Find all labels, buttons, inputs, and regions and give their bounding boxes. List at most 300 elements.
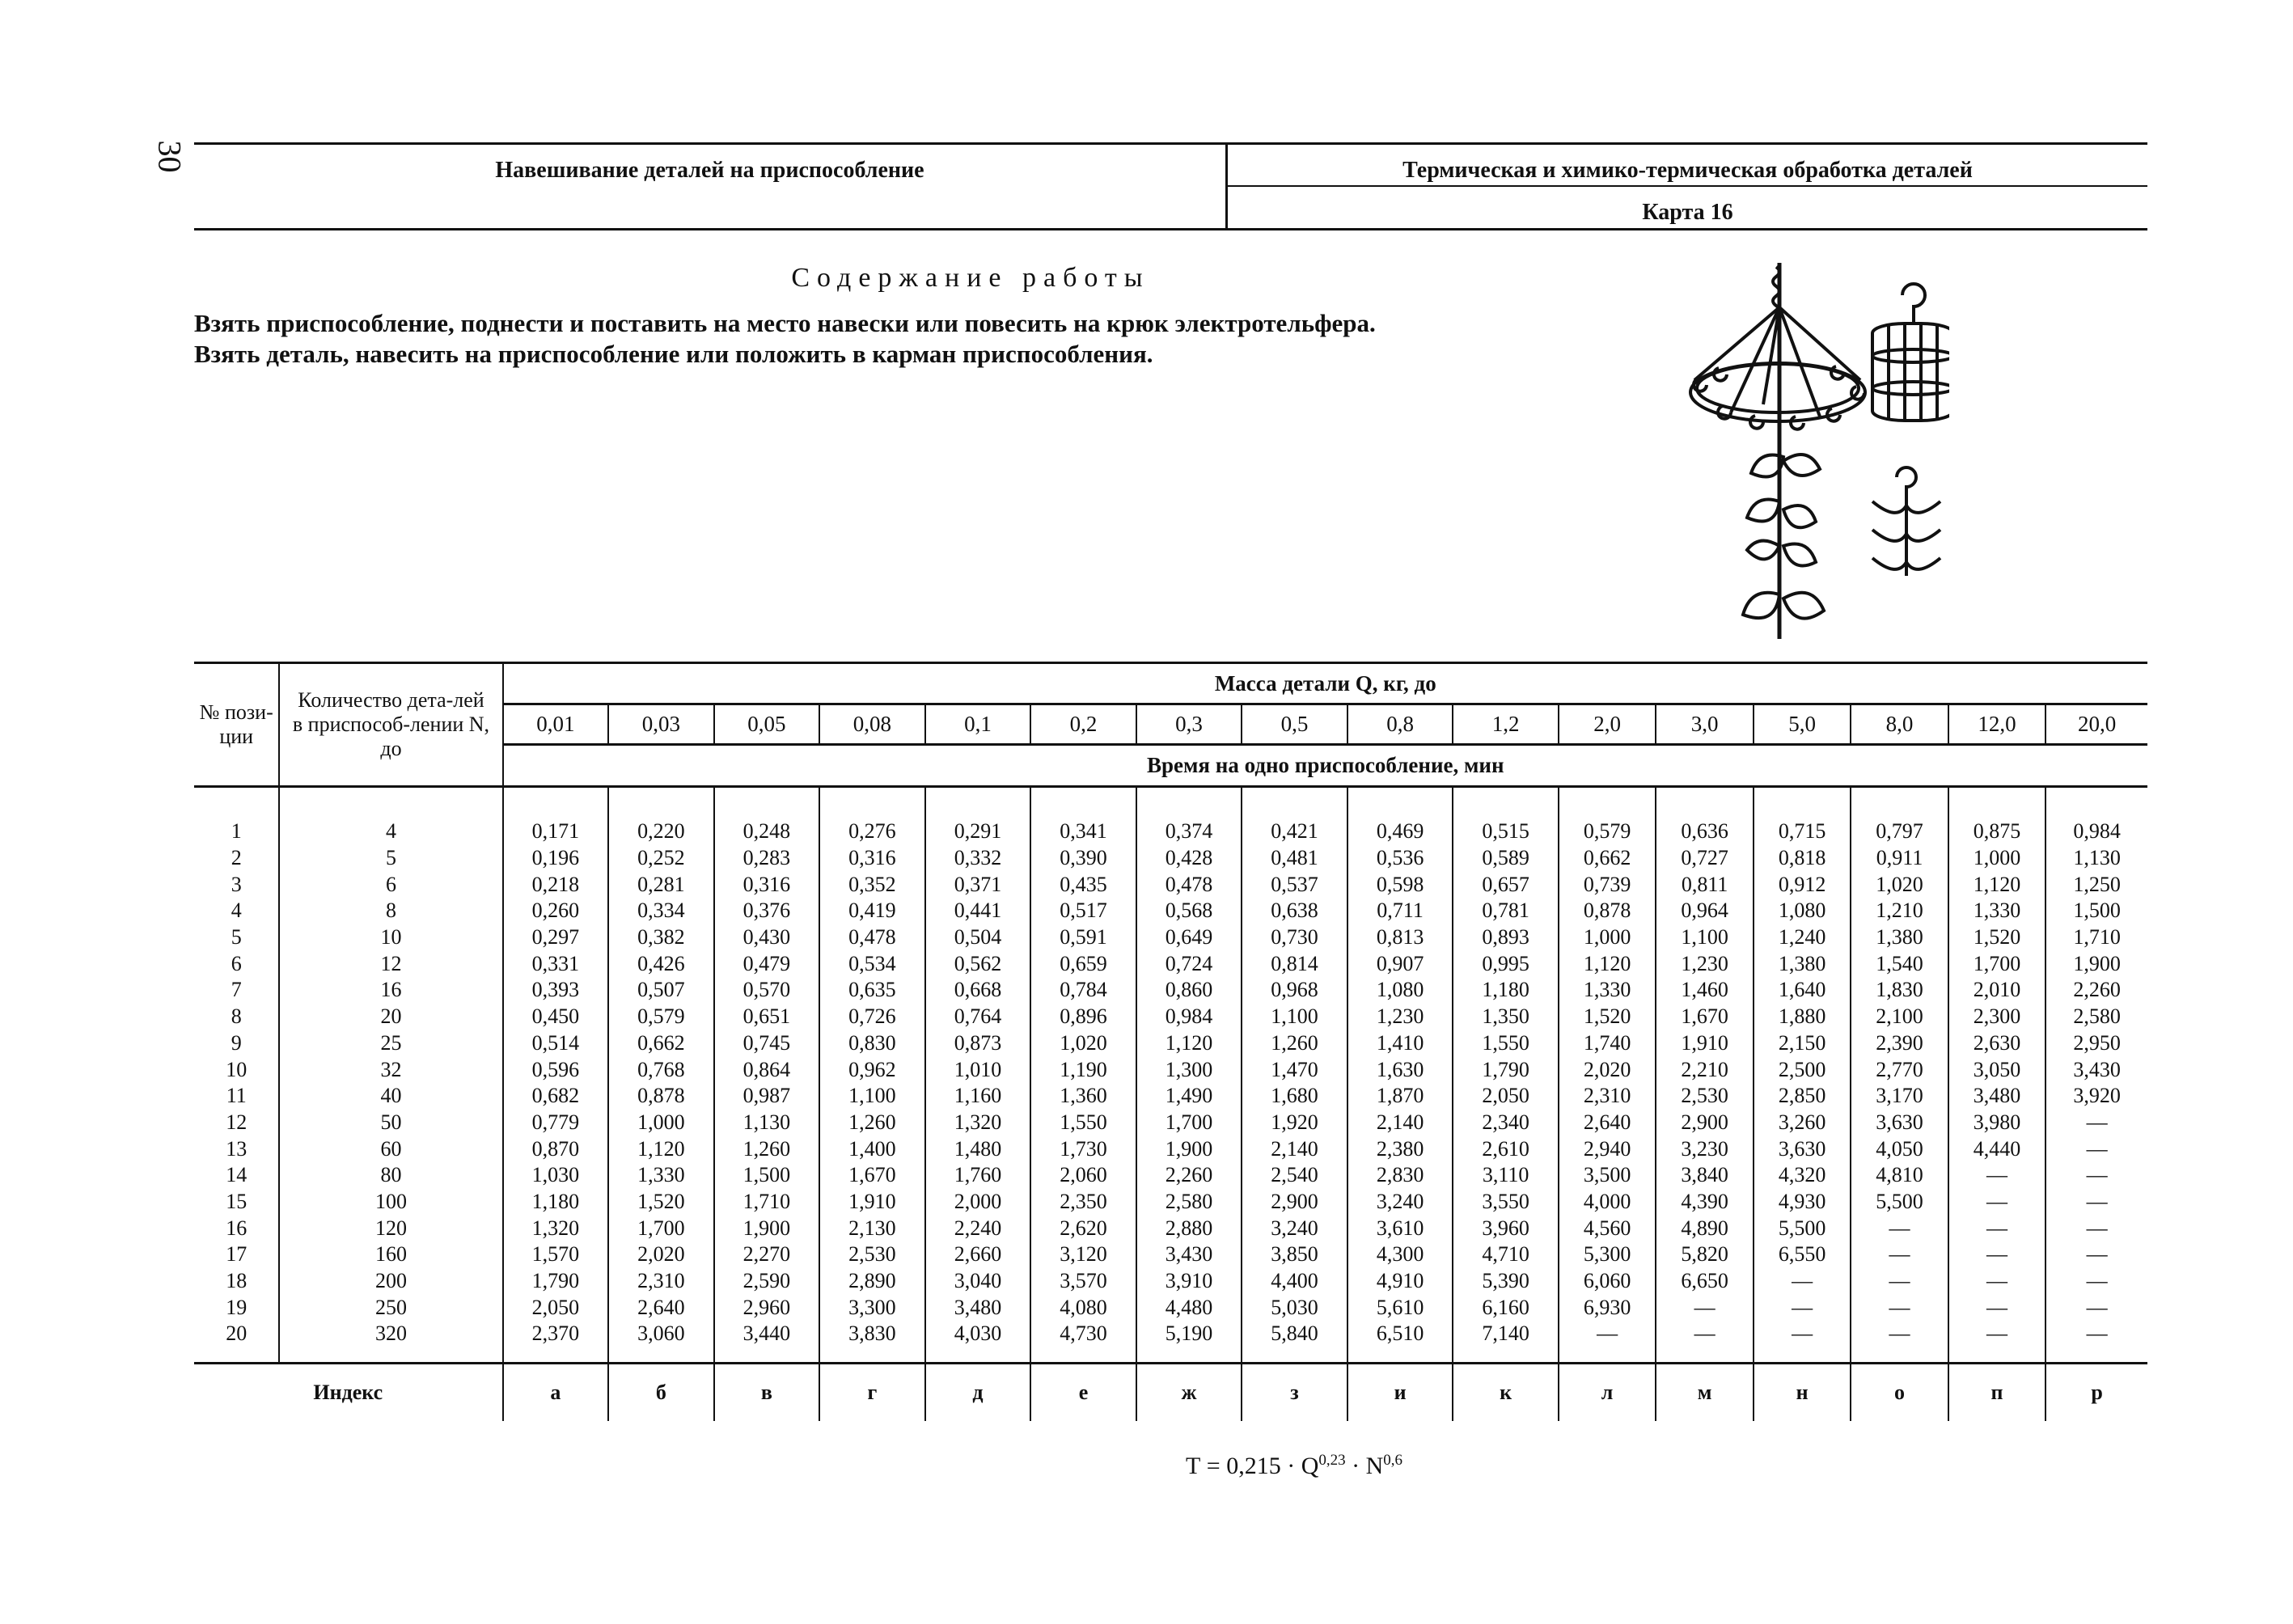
detail-count: 20 [279,1004,502,1030]
position-number: 7 [194,977,279,1004]
time-value: 6,550 [1754,1241,1851,1268]
index-value: к [1453,1363,1559,1421]
time-value: 4,390 [1656,1189,1753,1216]
time-value: 1,500 [714,1162,820,1189]
position-number: 5 [194,924,279,951]
time-value: 2,960 [714,1294,820,1321]
time-value: 0,912 [1754,871,1851,898]
time-value: 0,730 [1242,924,1347,951]
time-value: 1,740 [1559,1030,1656,1057]
time-value: — [1851,1241,1948,1268]
time-value: 1,700 [1948,950,2046,977]
time-value: 4,930 [1754,1189,1851,1216]
time-value: 0,911 [1851,845,1948,872]
time-value: 0,479 [714,950,820,977]
time-value: 1,230 [1656,950,1753,977]
mass-value-header: 2,0 [1559,704,1656,745]
table-row [194,1083,2147,1110]
time-value: 4,320 [1754,1162,1851,1189]
time-value: 1,320 [531,1216,580,1240]
time-value: 2,370 [531,1322,580,1346]
time-value: 2,150 [1754,1030,1851,1057]
table-row [194,1004,2147,1030]
detail-count: 16 [279,977,502,1004]
position-number: 20 [194,1321,279,1363]
work-line-2: Взять деталь, навесить на приспособление или положить в карман приспособления. [194,340,1153,368]
time-value: 5,390 [1453,1268,1559,1295]
mass-value-header: 0,1 [925,704,1031,745]
time-value: 2,940 [1559,1136,1656,1162]
mass-value-header: 0,03 [608,704,714,745]
time-value: 0,332 [925,845,1031,872]
position-number: 12 [194,1110,279,1136]
time-value: 3,480 [1948,1083,2046,1110]
time-value: 0,830 [819,1030,925,1057]
time-value: 0,726 [819,1004,925,1030]
time-value: 2,310 [1559,1083,1656,1110]
table-row [194,1056,2147,1083]
time-value: — [1754,1294,1851,1321]
time-value: 3,260 [1754,1110,1851,1136]
index-value: о [1851,1363,1948,1421]
time-value: 0,430 [714,924,820,951]
time-value: 1,120 [1948,871,2046,898]
time-value: 1,550 [1030,1110,1136,1136]
time-value: 5,840 [1242,1321,1347,1363]
time-value: 0,171 [531,819,580,844]
time-value: 1,900 [2046,950,2147,977]
time-value: 1,260 [714,1136,820,1162]
table-row [194,1241,2147,1268]
mass-value-header: 0,05 [714,704,820,745]
position-number: 1 [194,787,279,845]
time-value: 4,080 [1030,1294,1136,1321]
time-value: 0,638 [1242,898,1347,924]
time-value: 0,196 [531,846,580,870]
time-value: 2,260 [1136,1162,1242,1189]
time-value: 0,649 [1136,924,1242,951]
index-value: г [819,1363,925,1421]
time-value: — [2046,1294,2147,1321]
time-value: 2,890 [819,1268,925,1295]
time-value: 3,480 [925,1294,1031,1321]
index-row [194,1363,2147,1421]
time-value: 2,830 [1347,1162,1453,1189]
time-value: 2,210 [1656,1056,1753,1083]
time-value: 0,818 [1754,845,1851,872]
detail-count: 10 [279,924,502,951]
header-top-rule [194,142,2147,145]
time-value: 2,850 [1754,1083,1851,1110]
time-value: 0,987 [714,1083,820,1110]
time-value: 3,170 [1851,1083,1948,1110]
time-value: — [1754,1268,1851,1295]
time-value: 0,341 [1030,787,1136,845]
time-value: 3,610 [1347,1215,1453,1241]
time-value: 3,570 [1030,1268,1136,1295]
time-value: 0,962 [819,1056,925,1083]
time-value: 4,710 [1453,1241,1559,1268]
time-value: 0,316 [714,871,820,898]
time-value: 0,426 [608,950,714,977]
time-value: 0,745 [714,1030,820,1057]
time-value: 0,514 [531,1030,580,1055]
table-row [194,1110,2147,1136]
time-value: 0,878 [608,1083,714,1110]
formula-exp-n: 0,6 [1383,1452,1403,1469]
time-value: 0,764 [925,1004,1031,1030]
time-value: 0,393 [531,978,580,1002]
detail-count: 100 [279,1189,502,1216]
time-value: 2,050 [531,1295,580,1319]
time-value: — [2046,1268,2147,1295]
time-value: 2,140 [1242,1136,1347,1162]
table-row [194,924,2147,951]
time-value: 1,320 [925,1110,1031,1136]
mass-value-header: 0,8 [1347,704,1453,745]
time-value: 5,190 [1136,1321,1242,1363]
time-value: 2,660 [925,1241,1031,1268]
time-value: 0,537 [1242,871,1347,898]
time-value: 0,478 [819,924,925,951]
time-value: 1,100 [819,1083,925,1110]
time-value: 1,790 [1453,1056,1559,1083]
mass-value-header: 8,0 [1851,704,1948,745]
time-value: 2,300 [1948,1004,2046,1030]
time-value: 3,430 [1136,1241,1242,1268]
time-value: 3,240 [1242,1215,1347,1241]
time-value: 0,811 [1656,871,1753,898]
time-value: 1,120 [1559,950,1656,977]
detail-count: 5 [279,845,502,872]
time-value: 0,352 [819,871,925,898]
table-row [194,977,2147,1004]
time-value: 1,540 [1851,950,1948,977]
time-value: 2,770 [1851,1056,1948,1083]
time-value: 1,550 [1453,1030,1559,1057]
fixture-illustration [1674,259,1949,647]
time-value: 1,350 [1453,1004,1559,1030]
time-value: 1,790 [531,1269,580,1293]
time-value: 3,920 [2046,1083,2147,1110]
time-value: 2,060 [1030,1162,1136,1189]
time-value: 5,500 [1754,1215,1851,1241]
time-value: 5,300 [1559,1241,1656,1268]
position-number: 18 [194,1268,279,1295]
table-row [194,898,2147,924]
time-value: 1,570 [531,1242,580,1267]
mass-value-header: 1,2 [1453,704,1559,745]
time-value: 0,419 [819,898,925,924]
time-value: 0,517 [1030,898,1136,924]
time-value: 0,711 [1347,898,1453,924]
time-value: 1,240 [1754,924,1851,951]
time-value: 3,830 [819,1321,925,1363]
time-value: 0,297 [531,925,580,949]
time-value: 0,984 [2046,787,2147,845]
time-value: 3,980 [1948,1110,2046,1136]
time-value: 0,382 [608,924,714,951]
time-value: 0,428 [1136,845,1242,872]
table-row [194,1162,2147,1189]
position-number: 19 [194,1294,279,1321]
time-value: 0,968 [1242,977,1347,1004]
time-value: 0,568 [1136,898,1242,924]
time-value: 1,190 [1030,1056,1136,1083]
time-value: 1,700 [608,1215,714,1241]
index-value: р [2046,1363,2147,1421]
time-value: 5,500 [1851,1189,1948,1216]
time-value: — [1948,1189,2046,1216]
time-value: 2,530 [1656,1083,1753,1110]
time-value: 2,540 [1242,1162,1347,1189]
position-number: 16 [194,1215,279,1241]
time-value: 3,630 [1754,1136,1851,1162]
time-value: 0,334 [608,898,714,924]
mass-value-header: 5,0 [1754,704,1851,745]
time-value: 4,440 [1948,1136,2046,1162]
index-value: б [608,1363,714,1421]
position-number: 6 [194,950,279,977]
time-value: — [2046,1189,2147,1216]
time-value: 4,810 [1851,1162,1948,1189]
time-value: 1,330 [1559,977,1656,1004]
time-value: — [2046,1162,2147,1189]
time-value: 1,380 [1851,924,1948,951]
time-value: 0,682 [531,1084,580,1108]
time-value: 7,140 [1453,1321,1559,1363]
time-value: 2,270 [714,1241,820,1268]
time-value: 0,907 [1347,950,1453,977]
time-value: 0,291 [925,787,1031,845]
time-value: 2,620 [1030,1215,1136,1241]
time-value: 3,120 [1030,1241,1136,1268]
table-row [194,787,2147,845]
time-value: 0,220 [608,787,714,845]
time-value: 1,130 [714,1110,820,1136]
detail-count: 40 [279,1083,502,1110]
time-value: 0,390 [1030,845,1136,872]
time-value: 1,230 [1347,1004,1453,1030]
time-value: 1,520 [1559,1004,1656,1030]
table-row [194,1321,2147,1363]
time-value: — [2046,1321,2147,1363]
index-value: д [925,1363,1031,1421]
time-value: — [2046,1136,2147,1162]
table-row [194,950,2147,977]
time-value: 1,000 [1559,924,1656,951]
time-value: 2,580 [2046,1004,2147,1030]
time-value: 1,670 [1656,1004,1753,1030]
detail-count: 80 [279,1162,502,1189]
table-row [194,1294,2147,1321]
index-value: н [1754,1363,1851,1421]
time-value: — [1851,1294,1948,1321]
time-value: 2,640 [1559,1110,1656,1136]
time-value: 1,880 [1754,1004,1851,1030]
time-value: 1,330 [608,1162,714,1189]
formula-prefix: Т = 0,215 · Q [1185,1453,1319,1479]
time-value: 0,534 [819,950,925,977]
time-value: 5,030 [1242,1294,1347,1321]
time-value: 0,984 [1136,1004,1242,1030]
mass-value-header: 0,2 [1030,704,1136,745]
index-value: з [1242,1363,1347,1421]
time-value: 4,480 [1136,1294,1242,1321]
time-value: 1,830 [1851,977,1948,1004]
time-value: 0,668 [925,977,1031,1004]
time-value: 1,000 [608,1110,714,1136]
time-value: 3,960 [1453,1215,1559,1241]
time-value: 0,252 [608,845,714,872]
time-value: 0,478 [1136,871,1242,898]
time-value: 1,120 [608,1136,714,1162]
time-value: 2,500 [1754,1056,1851,1083]
position-number: 11 [194,1083,279,1110]
time-value: 1,520 [608,1189,714,1216]
time-value: 1,480 [925,1136,1031,1162]
time-value: — [2046,1215,2147,1241]
time-value: 2,010 [1948,977,2046,1004]
time-value: 0,218 [531,872,580,896]
table-row [194,1030,2147,1057]
time-value: 2,880 [1136,1215,1242,1241]
work-content-title: Содержание работы [791,263,1150,293]
time-value: 2,100 [1851,1004,1948,1030]
time-value: 1,260 [1242,1030,1347,1057]
time-value: 1,330 [1948,898,2046,924]
time-value: 1,080 [1754,898,1851,924]
time-value: 3,230 [1656,1136,1753,1162]
page-number: 30 [151,140,188,173]
time-value: 4,890 [1656,1215,1753,1241]
position-number: 4 [194,898,279,924]
time-value: 6,510 [1347,1321,1453,1363]
time-value: — [1948,1215,2046,1241]
time-value: 5,820 [1656,1241,1753,1268]
time-value: 1,010 [925,1056,1031,1083]
time-value: 2,020 [1559,1056,1656,1083]
time-value: 5,610 [1347,1294,1453,1321]
position-number: 9 [194,1030,279,1057]
time-value: 3,440 [714,1321,820,1363]
time-value: 2,900 [1656,1110,1753,1136]
time-value: 0,579 [1559,787,1656,845]
time-value: 0,875 [1948,787,2046,845]
time-value: 2,050 [1453,1083,1559,1110]
time-value: — [2046,1241,2147,1268]
time-value: 1,710 [2046,924,2147,951]
mass-value-header: 3,0 [1656,704,1753,745]
time-value: 3,110 [1453,1162,1559,1189]
time-value: 1,870 [1347,1083,1453,1110]
time-value: 0,441 [925,898,1031,924]
mass-value-header: 12,0 [1948,704,2046,745]
time-value: 0,657 [1453,871,1559,898]
time-value: 2,530 [819,1241,925,1268]
time-value: 1,470 [1242,1056,1347,1083]
time-value: 4,910 [1347,1268,1453,1295]
detail-count: 120 [279,1215,502,1241]
position-number: 17 [194,1241,279,1268]
time-value: 1,630 [1347,1056,1453,1083]
header-right-mid-rule [1226,185,2147,187]
position-number: 8 [194,1004,279,1030]
time-value: 2,130 [819,1215,925,1241]
formula-mid: · N [1345,1453,1384,1479]
index-value: м [1656,1363,1753,1421]
time-value: 2,900 [1242,1189,1347,1216]
time-value: 2,640 [608,1294,714,1321]
time-value: 1,180 [1453,977,1559,1004]
time-value: 4,050 [1851,1136,1948,1162]
time-value: 0,727 [1656,845,1753,872]
time-value: 4,730 [1030,1321,1136,1363]
time-value: 1,180 [531,1189,580,1213]
time-norms-body [194,787,2147,1364]
detail-count: 60 [279,1136,502,1162]
time-value: — [1851,1215,1948,1241]
table-row [194,1189,2147,1216]
time-value: 0,562 [925,950,1031,977]
time-value: 0,374 [1136,787,1242,845]
time-value: 0,570 [714,977,820,1004]
time-value: 2,140 [1347,1110,1453,1136]
time-value: 0,724 [1136,950,1242,977]
time-value: 0,896 [1030,1004,1136,1030]
time-value: 3,050 [1948,1056,2046,1083]
table-row [194,1268,2147,1295]
time-value: 2,610 [1453,1136,1559,1162]
mass-value-header: 0,3 [1136,704,1242,745]
detail-count: 4 [279,787,502,845]
time-header: Время на одно приспособление, мин [503,745,2147,787]
time-value: 1,400 [819,1136,925,1162]
time-value: 3,430 [2046,1056,2147,1083]
time-value: 0,481 [1242,845,1347,872]
time-value: 1,100 [1242,1004,1347,1030]
detail-count: 8 [279,898,502,924]
formula-exp-q: 0,23 [1318,1452,1346,1469]
time-value: 3,630 [1851,1110,1948,1136]
time-value: 1,460 [1656,977,1753,1004]
time-value: 2,310 [608,1268,714,1295]
time-value: 1,380 [1754,950,1851,977]
time-value: 0,715 [1754,787,1851,845]
time-value: 0,797 [1851,787,1948,845]
time-value: 2,630 [1948,1030,2046,1057]
time-value: 0,813 [1347,924,1453,951]
time-value: 6,060 [1559,1268,1656,1295]
time-value: 1,520 [1948,924,2046,951]
time-value: 3,040 [925,1268,1031,1295]
time-value: 1,490 [1136,1083,1242,1110]
time-value: 0,781 [1453,898,1559,924]
time-value: 0,596 [531,1057,580,1081]
time-value: 0,515 [1453,787,1559,845]
time-value: 2,590 [714,1268,820,1295]
time-value: 3,240 [1347,1189,1453,1216]
time-value: 2,350 [1030,1189,1136,1216]
time-value: 0,283 [714,845,820,872]
time-value: 1,500 [2046,898,2147,924]
time-value: 0,331 [531,951,580,975]
time-value: 3,550 [1453,1189,1559,1216]
table-row [194,845,2147,872]
time-value: 2,950 [2046,1030,2147,1057]
time-value: 4,000 [1559,1189,1656,1216]
time-value: 1,250 [2046,871,2147,898]
